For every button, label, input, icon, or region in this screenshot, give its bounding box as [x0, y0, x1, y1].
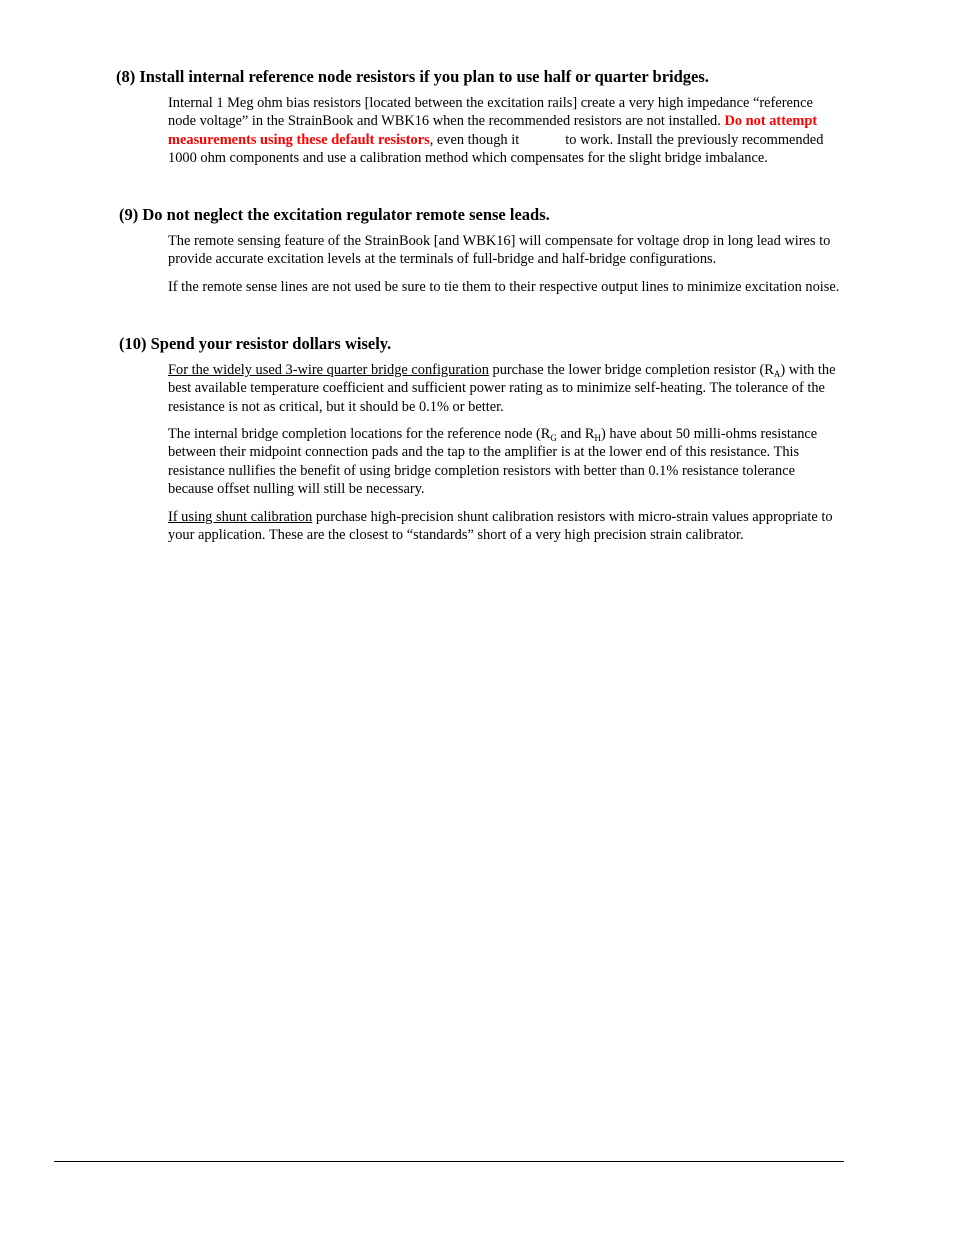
footer-divider — [54, 1161, 844, 1162]
subscript-a: A — [773, 369, 781, 379]
section-8-text-3: to work. Install the previously recommended 1000 ohm components and use a calibration method which compensates for the slight bridge imbalance. — [168, 131, 824, 167]
section-10-paragraph-1 — [168, 361, 844, 416]
underlined-phrase: If using shunt calibration — [168, 509, 313, 525]
section-8-heading: (8) Install internal reference node resistors if you plan to use half or quarter bridges. — [116, 67, 709, 86]
section-10-p1-text-1: purchase the lower bridge completion resistor (R — [488, 362, 774, 378]
section-10-paragraph-2 — [168, 425, 844, 499]
subscript-h: H — [594, 433, 601, 443]
section-9-paragraph-1: The remote sensing feature of the StrainBook [and WBK16] will compensate for voltage drop in long lead wires to provide accurate excitation levels at the terminals of full-bridge and half-bridge configurations. — [168, 233, 831, 268]
section-10-p2-text-2: and R — [556, 426, 595, 442]
section-10-p3-text-1: purchase high-precision shunt calibration resistors with micro-strain values appropriate to your application. These are the closest to “standards” short of a very high precision strain calibrator. — [168, 509, 833, 544]
section-10-heading: (10) Spend your resistor dollars wisely. — [119, 334, 392, 353]
section-8-text-1: Internal 1 Meg ohm bias resistors [located between the excitation rails] create a very high impedance “reference node voltage” in the StrainBook and WBK16 when the recommended resistors are not installed. — [168, 95, 813, 130]
section-8-text-2: , even though it — [429, 131, 520, 148]
section-9-paragraph-2: If the remote sense lines are not used be sure to tie them to their respective output lines to minimize excitation noise. — [168, 279, 840, 295]
section-8-paragraph — [168, 94, 844, 168]
section-10-paragraph-3 — [168, 508, 844, 545]
warning-text: Do not attempt measurements using these default resistors — [168, 113, 818, 148]
section-9-heading: (9) Do not neglect the excitation regulator remote sense leads. — [119, 205, 550, 224]
subscript-g: G — [550, 433, 557, 443]
underlined-phrase: For the widely used 3-wire quarter bridge configuration — [168, 362, 489, 378]
section-10-p1-text-2: ) with the best available temperature coefficient and sufficient power rating as to minimize self-heating. The tolerance of the resistance is not as critical, but it should be 0.1% or better. — [168, 362, 836, 415]
section-10-p2-text-1: The internal bridge completion locations for the reference node (R — [168, 426, 551, 442]
section-10-p2-text-3: ) have about 50 milli-ohms resistance between their midpoint connection pads and the tap to the amplifier is at the lower end of this resistance. This resistance nullifies the benefit of using bridge completion resistors with better than 0.1% resistance tolerance because offset nulling will still be necessary. — [168, 426, 818, 498]
